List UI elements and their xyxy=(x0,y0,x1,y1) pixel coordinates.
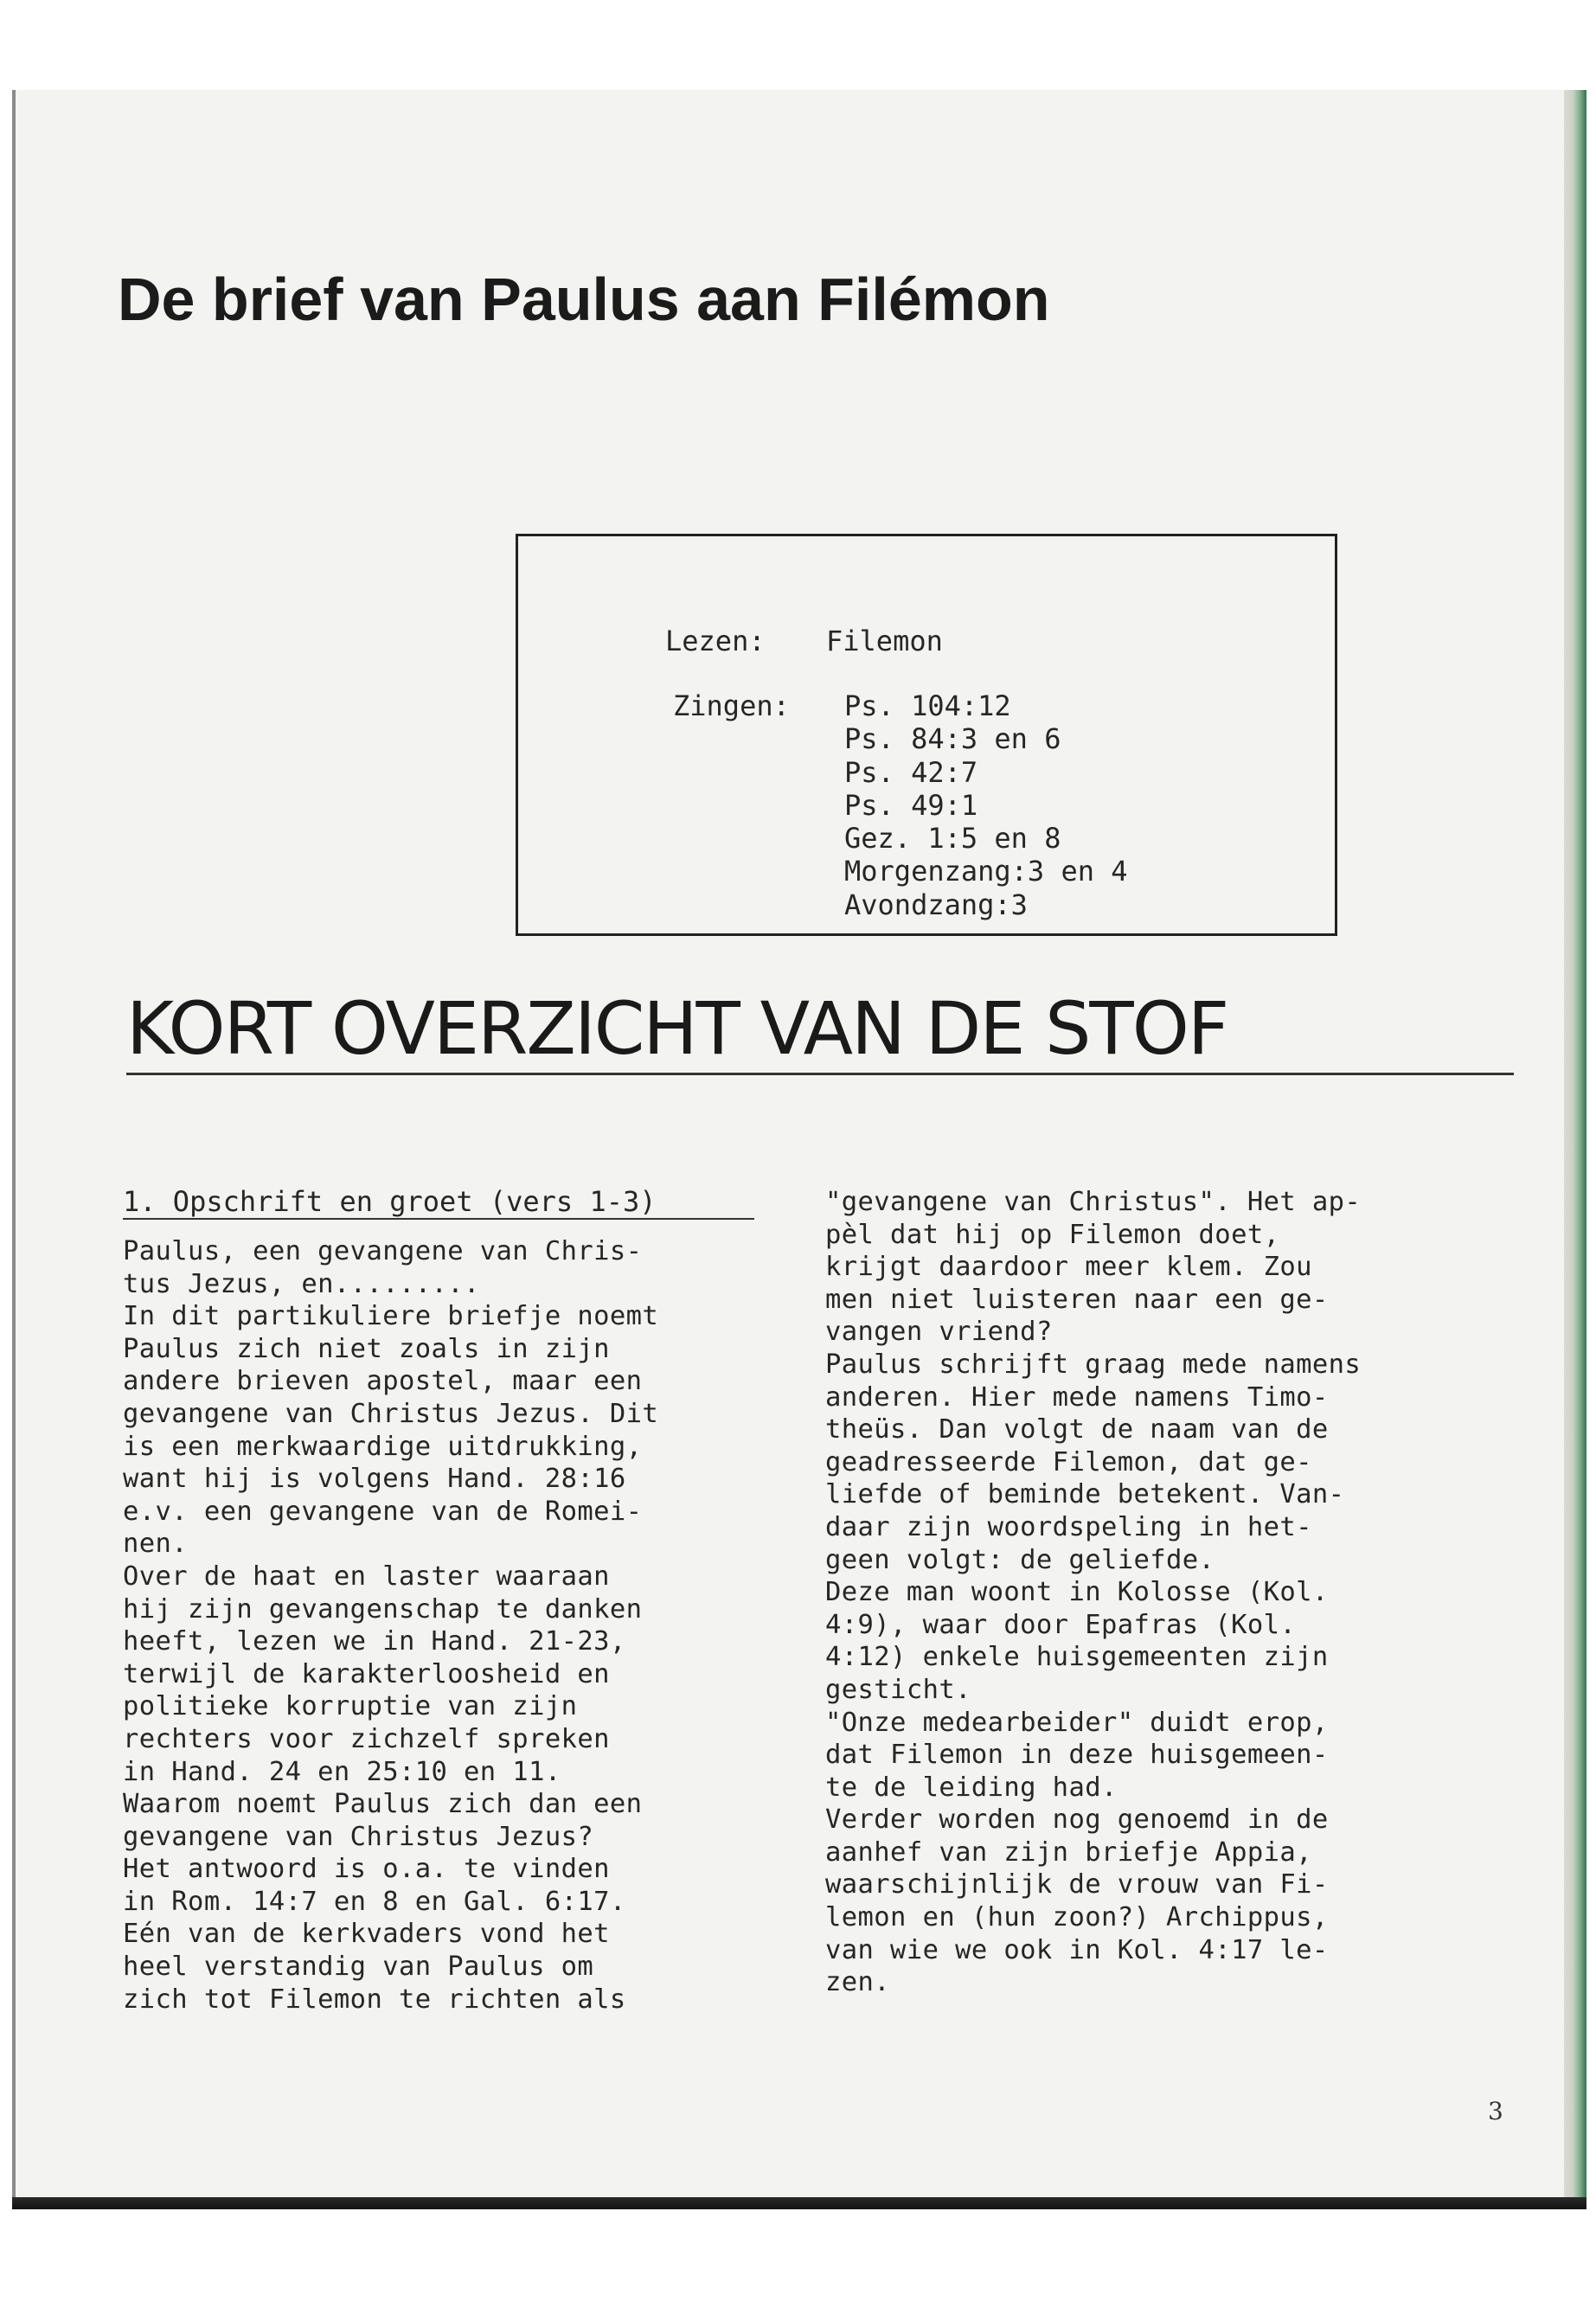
text-line: Verder worden nog genoemd in de xyxy=(825,1804,1329,1836)
text-line: in Hand. 24 en 25:10 en 11. xyxy=(123,1756,561,1787)
text-line: Waarom noemt Paulus zich dan een xyxy=(123,1789,643,1820)
text-line: "Onze medearbeider" duidt erop, xyxy=(825,1707,1329,1738)
text-line: zich tot Filemon te richten als xyxy=(123,1984,626,2015)
document-title: De brief van Paulus aan Filémon xyxy=(118,266,1050,333)
section-heading: KORT OVERZICHT VAN DE STOF xyxy=(126,986,1228,1071)
text-line: is een merkwaardige uitdrukking, xyxy=(123,1431,643,1462)
text-line: van wie we ook in Kol. 4:17 le- xyxy=(825,1934,1329,1965)
text-line: 4:12) enkele huisgemeenten zijn xyxy=(825,1642,1329,1673)
text-line: Paulus schrijft graag mede namens xyxy=(825,1349,1362,1380)
page-number: 3 xyxy=(1488,2097,1503,2125)
text-line: tus Jezus, en......... xyxy=(123,1268,480,1299)
text-line: te de leiding had. xyxy=(825,1772,1118,1803)
song-item: Avondzang:3 xyxy=(844,888,1028,921)
text-line: in Rom. 14:7 en 8 en Gal. 6:17. xyxy=(123,1886,626,1917)
text-line: dat Filemon in deze huisgemeen- xyxy=(825,1740,1329,1771)
song-list xyxy=(844,689,1128,921)
text-line: zen. xyxy=(825,1967,891,1998)
song-item: Ps. 84:3 en 6 xyxy=(844,722,1061,756)
text-line: theüs. Dan volgt de naam van de xyxy=(825,1414,1329,1445)
page-bottom-edge xyxy=(12,2197,1586,2209)
text-line: In dit partikuliere briefje noemt xyxy=(123,1301,659,1332)
text-line: 4:9), waar door Epafras (Kol. xyxy=(825,1609,1297,1640)
text-line: pèl dat hij op Filemon doet, xyxy=(825,1219,1280,1250)
song-item: Ps. 49:1 xyxy=(844,788,978,822)
text-line: liefde of beminde betekent. Van- xyxy=(825,1479,1345,1510)
text-line: gesticht. xyxy=(825,1674,971,1705)
singing-label: Zingen: xyxy=(673,689,790,722)
right-text-column xyxy=(825,1186,1361,1999)
text-line: want hij is volgens Hand. 28:16 xyxy=(123,1464,626,1495)
text-line: Het antwoord is o.a. te vinden xyxy=(123,1854,610,1885)
text-line: waarschijnlijk de vrouw van Fi- xyxy=(825,1869,1329,1900)
text-line: Paulus, een gevangene van Chris- xyxy=(123,1236,643,1266)
text-line: terwijl de karakterloosheid en xyxy=(123,1658,610,1689)
text-line: rechters voor zichzelf spreken xyxy=(123,1723,610,1754)
text-line: men niet luisteren naar een ge- xyxy=(825,1284,1329,1315)
text-line: e.v. een gevangene van de Romei- xyxy=(123,1496,643,1527)
song-item: Morgenzang:3 en 4 xyxy=(844,855,1128,888)
text-line: daar zijn woordspeling in het- xyxy=(825,1511,1312,1542)
text-line: Eén van de kerkvaders vond het xyxy=(123,1919,610,1950)
text-line: geen volgt: de geliefde. xyxy=(825,1544,1215,1575)
text-line: krijgt daardoor meer klem. Zou xyxy=(825,1252,1312,1283)
subsection-heading: 1. Opschrift en groet (vers 1-3) xyxy=(123,1185,657,1218)
song-item: Ps. 42:7 xyxy=(844,755,978,789)
text-line: heel verstandig van Paulus om xyxy=(123,1952,594,1983)
text-line: vangen vriend? xyxy=(825,1317,1053,1348)
text-line: "gevangene van Christus". Het ap- xyxy=(825,1187,1362,1217)
text-line: aanhef van zijn briefje Appia, xyxy=(825,1836,1312,1868)
text-line: lemon en (hun zoon?) Archippus, xyxy=(825,1902,1329,1933)
text-line: heeft, lezen we in Hand. 21-23, xyxy=(123,1626,626,1657)
text-line: Deze man woont in Kolosse (Kol. xyxy=(825,1577,1329,1608)
text-line: gevangene van Christus Jezus? xyxy=(123,1821,594,1852)
text-line: andere brieven apostel, maar een xyxy=(123,1366,643,1397)
text-line: Over de haat en laster waaraan xyxy=(123,1561,610,1592)
text-line: geadresseerde Filemon, dat ge- xyxy=(825,1446,1312,1477)
left-text-column xyxy=(123,1235,658,2016)
text-line: nen. xyxy=(123,1529,189,1560)
text-line: politieke korruptie van zijn xyxy=(123,1691,578,1722)
text-line: anderen. Hier mede namens Timo- xyxy=(825,1381,1329,1413)
text-line: gevangene van Christus Jezus. Dit xyxy=(123,1398,659,1429)
text-line: Paulus zich niet zoals in zijn xyxy=(123,1333,610,1364)
reading-label: Lezen: xyxy=(665,625,766,657)
reading-value: Filemon xyxy=(826,625,943,657)
text-line: hij zijn gevangenschap te danken xyxy=(123,1593,643,1625)
song-item: Ps. 104:12 xyxy=(844,689,1011,722)
section-divider xyxy=(126,1073,1514,1075)
subsection-underline xyxy=(123,1218,754,1220)
song-item: Gez. 1:5 en 8 xyxy=(844,822,1061,856)
page-right-edge xyxy=(1564,90,1586,2209)
